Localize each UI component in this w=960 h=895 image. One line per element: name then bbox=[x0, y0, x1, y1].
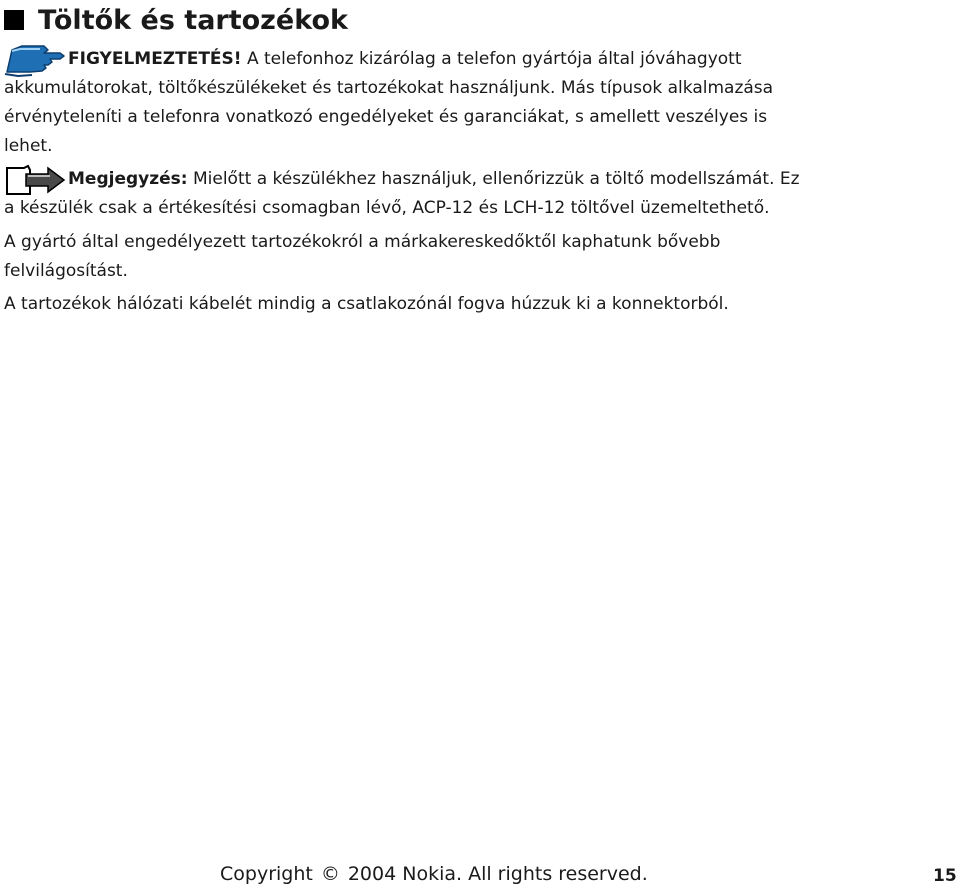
heading-title: Töltők és tartozékok bbox=[38, 4, 348, 36]
warning-first-line bbox=[4, 45, 804, 74]
warning-text-start: A telefonhoz kizárólag a telefon gyártója által jóváhagyott bbox=[241, 49, 742, 69]
warning-text-rest: akkumulátorokat, töltőkészülékeket és tartozékokat használjunk. Más típusok alkalmazása érvényteleníti a telefonra vonatkozó engedélyeket és garanciákat, s amellett veszélyes is lehet. bbox=[4, 78, 774, 156]
heading-bullet bbox=[4, 10, 24, 30]
note-text-start: Mielőtt a készülékhez használjuk, ellenőrizzük a töltő modellszámát. Ez bbox=[187, 169, 800, 189]
note-paragraph bbox=[4, 165, 804, 223]
warning-paragraph bbox=[4, 45, 804, 161]
note-first-line bbox=[4, 165, 804, 194]
note-label: Megjegyzés: bbox=[68, 169, 188, 189]
warning-label: FIGYELMEZTETÉS! bbox=[68, 49, 242, 69]
accessories-info-paragraph: A gyártó által engedélyezett tartozékokról a márkakereskedőktől kaphatunk bővebb felvilágosítást. bbox=[4, 232, 721, 281]
copyright-symbol: © bbox=[320, 863, 340, 885]
footer-copyright bbox=[220, 863, 648, 885]
cable-unplug-paragraph: A tartozékok hálózati kábelét mindig a csatlakozónál fogva húzzuk ki a konnektorból. bbox=[4, 294, 729, 314]
page-number: 15 bbox=[933, 866, 957, 886]
copyright-suffix: 2004 Nokia. All rights reserved. bbox=[347, 863, 648, 885]
note-text-rest: a készülék csak a értékesítési csomagban lévő, ACP-12 és LCH-12 töltővel üzemeltethető. bbox=[4, 198, 770, 218]
section-heading bbox=[4, 0, 348, 40]
copyright-prefix: Copyright bbox=[220, 863, 313, 885]
